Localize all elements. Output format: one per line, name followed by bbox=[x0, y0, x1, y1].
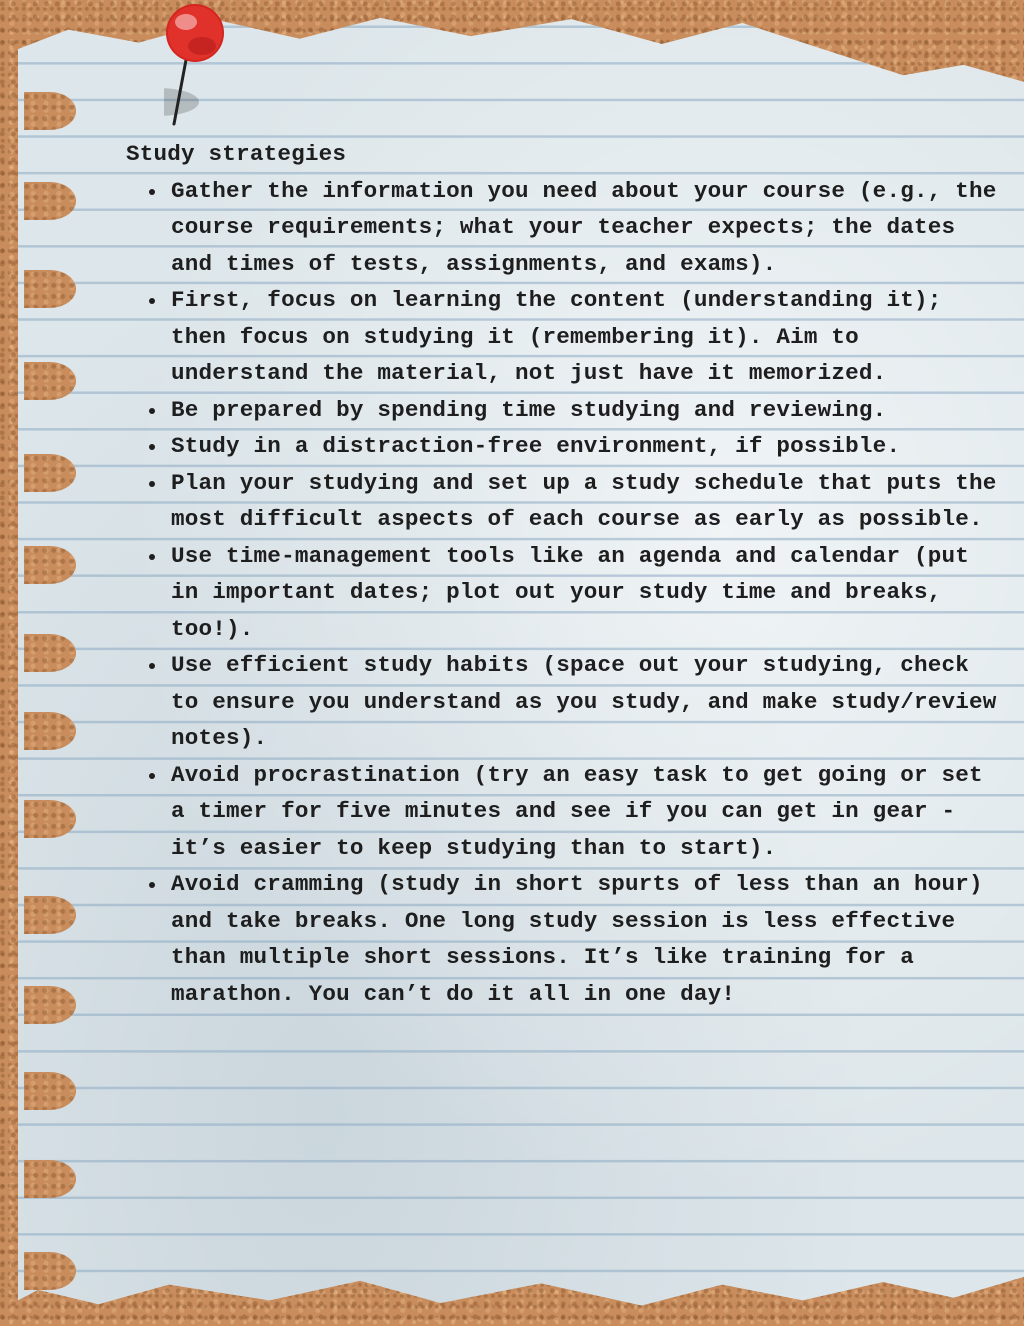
binder-hole bbox=[24, 270, 76, 308]
list-item: Study in a distraction-free environment, if possible. bbox=[171, 428, 1006, 465]
list-item: First, focus on learning the content (understanding it); then focus on studying it (remembering it). Aim to understand the material, not just have it memorized. bbox=[171, 282, 1006, 392]
binder-hole bbox=[24, 362, 76, 400]
list-item: Use time-management tools like an agenda and calendar (put in important dates; plot out your study time and breaks, too!). bbox=[171, 538, 1006, 648]
binder-hole bbox=[24, 986, 76, 1024]
binder-hole bbox=[24, 454, 76, 492]
binder-hole bbox=[24, 1072, 76, 1110]
study-strategies-note bbox=[126, 136, 1006, 1012]
binder-hole bbox=[24, 1252, 76, 1290]
binder-hole bbox=[24, 92, 76, 130]
list-item: Avoid cramming (study in short spurts of less than an hour) and take breaks. One long study session is less effective than multiple short sessions. It’s like training for a marathon. You can’t do it all in one day! bbox=[171, 866, 1006, 1012]
binder-hole bbox=[24, 800, 76, 838]
note-heading: Study strategies bbox=[126, 141, 347, 167]
binder-hole bbox=[24, 896, 76, 934]
list-item: Plan your studying and set up a study schedule that puts the most difficult aspects of each course as early as possible. bbox=[171, 465, 1006, 538]
list-item: Use efficient study habits (space out your studying, check to ensure you understand as you study, and make study/review notes). bbox=[171, 647, 1006, 757]
binder-hole bbox=[24, 712, 76, 750]
binder-hole bbox=[24, 182, 76, 220]
list-item: Be prepared by spending time studying and reviewing. bbox=[171, 392, 1006, 429]
binder-hole bbox=[24, 634, 76, 672]
list-item: Gather the information you need about your course (e.g., the course requirements; what your teacher expects; the dates and times of tests, assignments, and exams). bbox=[171, 173, 1006, 283]
strategies-list bbox=[126, 173, 1006, 1013]
binder-hole bbox=[24, 1160, 76, 1198]
binder-hole bbox=[24, 546, 76, 584]
list-item: Avoid procrastination (try an easy task to get going or set a timer for five minutes and see if you can get in gear - it’s easier to keep studying than to start). bbox=[171, 757, 1006, 867]
push-pin-icon bbox=[164, 2, 224, 127]
